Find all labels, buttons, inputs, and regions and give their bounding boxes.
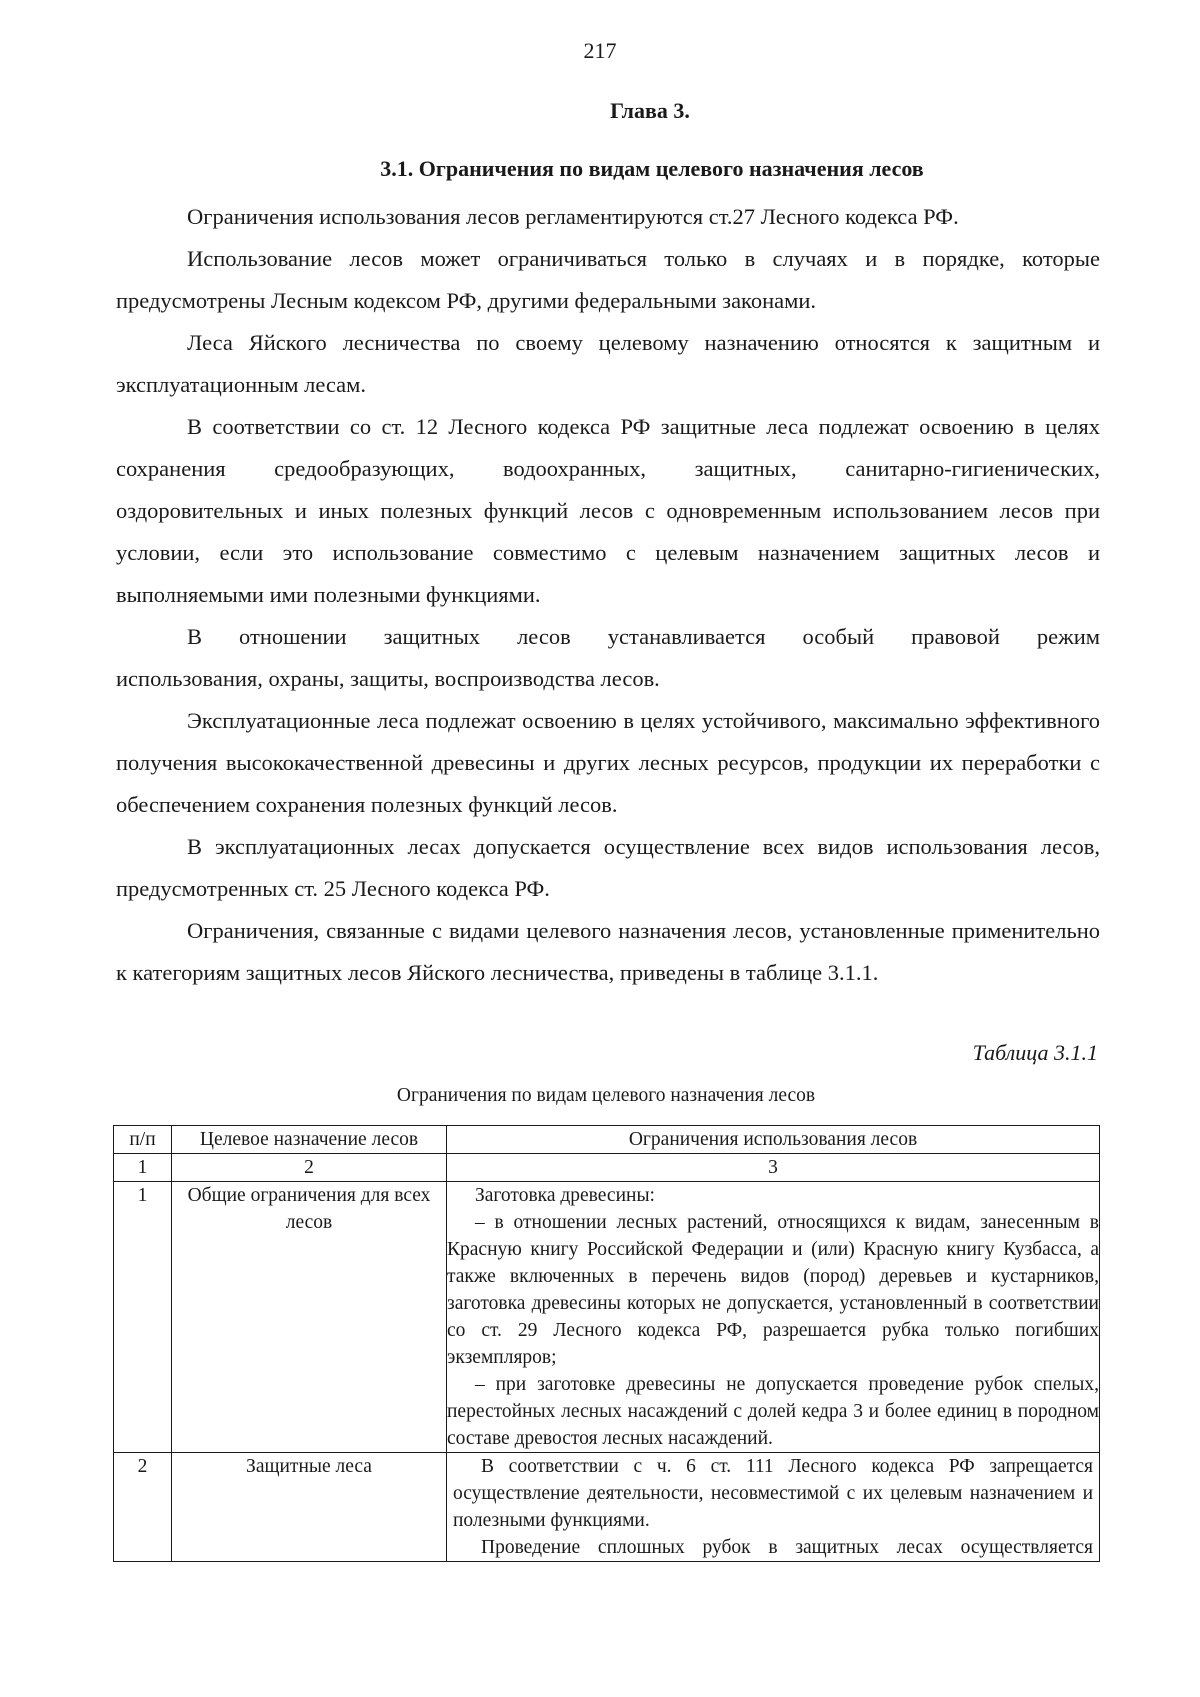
header-cell: Ограничения использования лесов xyxy=(447,1126,1100,1154)
restriction-text: В соответствии с ч. 6 ст. 111 Лесного кодекса РФ запрещается осуществление деятельности, несовместимой с их целевым назначением и полезными функциями. xyxy=(453,1456,1093,1531)
chapter-title: Глава 3. xyxy=(610,98,690,123)
purpose-cell: Общие ограничения для всех лесов xyxy=(172,1182,447,1453)
paragraph: Эксплуатационные леса подлежат освоению в целях устойчивого, максимально эффективного получения высококачественной древесины и других лесных ресурсов, продукции их переработки с обеспечением сохранения полезных функций лесов. xyxy=(116,708,1100,817)
column-number-cell: 2 xyxy=(172,1154,447,1182)
body-text xyxy=(116,196,1100,994)
restriction-text: – в отношении лесных растений, относящихся к видам, занесенным в Красную книгу Российской Федерации и (или) Красную книгу Кузбасса, а также включенных в перечень видов (пород) деревьев и кустарников, заготовка древесины которых не допускается, установленный в соответствии со ст. 29 Лесного кодекса РФ, разрешается рубка только погибших экземпляров; xyxy=(447,1212,1099,1368)
table-row xyxy=(114,1182,1100,1453)
paragraph: Ограничения использования лесов регламентируются ст.27 Лесного кодекса РФ. xyxy=(187,204,959,229)
restrictions-cell xyxy=(447,1453,1100,1562)
table-header-row xyxy=(114,1126,1100,1154)
paragraph: Использование лесов может ограничиваться только в случаях и в порядке, которые предусмотрены Лесным кодексом РФ, другими федеральными законами. xyxy=(116,246,1100,313)
row-number-cell: 1 xyxy=(114,1182,172,1453)
header-cell: п/п xyxy=(114,1126,172,1154)
header-cell: Целевое назначение лесов xyxy=(172,1126,447,1154)
column-number-cell: 1 xyxy=(114,1154,172,1182)
table-caption: Ограничения по видам целевого назначения лесов xyxy=(396,1085,816,1106)
paragraph: В соответствии со ст. 12 Лесного кодекса РФ защитные леса подлежат освоению в целях сохранения средообразующих, водоохранных, защитных, санитарно-гигиенических, оздоровительных и иных полезных функций лесов с одновременным использованием лесов при условии, если это использование совместимо с целевым назначением защитных лесов и выполняемыми ими полезными функциями. xyxy=(116,414,1100,607)
table-row xyxy=(114,1453,1100,1562)
page-number: 217 xyxy=(583,38,617,63)
paragraph: В эксплуатационных лесах допускается осуществление всех видов использования лесов, предусмотренных ст. 25 Лесного кодекса РФ. xyxy=(116,834,1100,901)
restrictions-cell xyxy=(447,1182,1100,1453)
paragraph-continuation: использования, охраны, защиты, воспроизводства лесов. xyxy=(116,666,660,691)
row-number-cell: 2 xyxy=(114,1453,172,1562)
paragraph: В отношении защитных лесов устанавливается особый правовой режим xyxy=(187,624,1100,649)
column-number-row xyxy=(114,1154,1100,1182)
paragraph: Леса Яйского лесничества по своему целевому назначению относятся к защитным и эксплуатационным лесам. xyxy=(116,330,1100,397)
paragraph: Ограничения, связанные с видами целевого назначения лесов, установленные применительно к категориям защитных лесов Яйского лесничества, приведены в таблице 3.1.1. xyxy=(116,918,1100,985)
section-title: 3.1. Ограничения по видам целевого назначения лесов xyxy=(380,156,924,181)
column-number-cell: 3 xyxy=(447,1154,1100,1182)
table-label: Таблица 3.1.1 xyxy=(972,1040,1098,1065)
restriction-text: – при заготовке древесины не допускается проведение рубок спелых, перестойных лесных насаждений с долей кедра 3 и более единиц в породном составе древостоя лесных насаждений. xyxy=(447,1374,1099,1449)
restriction-text: Заготовка древесины: xyxy=(475,1185,655,1206)
restrictions-table xyxy=(113,1125,1100,1562)
purpose-cell: Защитные леса xyxy=(172,1453,447,1562)
restriction-text: Проведение сплошных рубок в защитных лесах осуществляется xyxy=(481,1537,1093,1558)
